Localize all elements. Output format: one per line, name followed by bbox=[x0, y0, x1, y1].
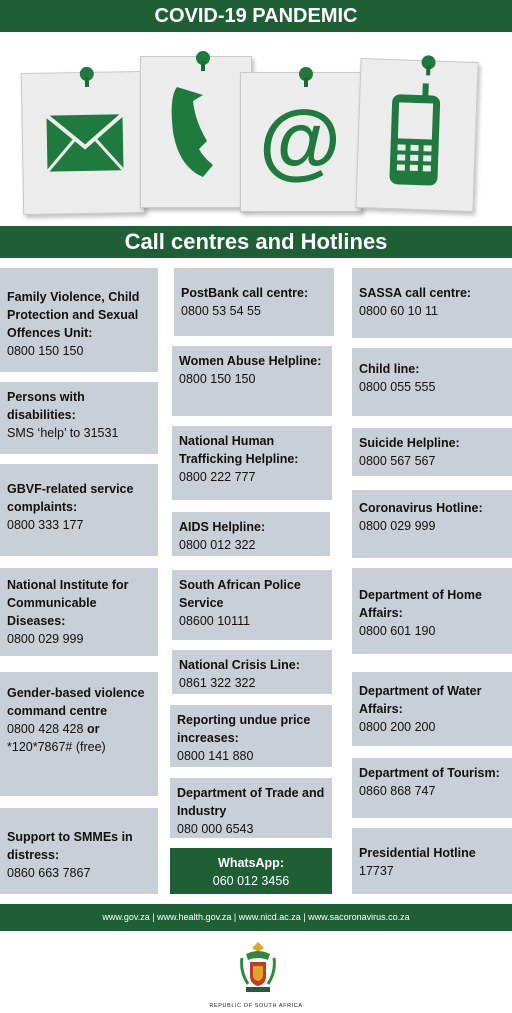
whatsapp-card bbox=[170, 848, 332, 894]
contact-number: 0860 868 747 bbox=[359, 784, 436, 798]
contact-label: Department of Trade and Industry bbox=[177, 786, 325, 818]
contact-number: 0800 029 999 bbox=[359, 519, 436, 533]
phone-note bbox=[140, 56, 252, 208]
contact-card bbox=[172, 426, 332, 500]
contact-card bbox=[172, 570, 332, 640]
contact-card bbox=[170, 705, 332, 767]
contact-label: Department of Tourism: bbox=[359, 766, 500, 780]
contact-label: Support to SMMEs in distress: bbox=[7, 830, 133, 862]
contact-number: 0861 322 322 bbox=[179, 676, 256, 690]
contact-icons-banner bbox=[0, 32, 512, 226]
contact-label: Suicide Helpline: bbox=[359, 436, 460, 450]
contact-label: SASSA call centre: bbox=[359, 286, 472, 300]
contact-label: Child line: bbox=[359, 362, 420, 376]
page-header: COVID-19 PANDEMIC bbox=[0, 0, 512, 32]
contact-card bbox=[170, 778, 332, 838]
contact-label: GBVF-related service complaints: bbox=[7, 482, 134, 514]
pin-icon bbox=[421, 55, 435, 69]
contact-label: PostBank call centre: bbox=[181, 286, 309, 300]
contact-card bbox=[0, 568, 158, 656]
pin-icon bbox=[80, 67, 94, 81]
contact-card bbox=[352, 568, 512, 654]
contact-label: Coronavirus Hotline: bbox=[359, 501, 483, 515]
contact-number: SMS ‘help’ to 31531 bbox=[7, 426, 119, 440]
contact-number: 060 012 3456 bbox=[212, 874, 290, 888]
contact-number: 08600 10111 bbox=[179, 614, 251, 628]
contact-card bbox=[0, 808, 158, 894]
contact-label: National Institute for Communicable Diseases: bbox=[7, 578, 129, 628]
contact-number: 0800 150 150 bbox=[179, 372, 256, 386]
contact-number: 0800 012 322 bbox=[179, 538, 256, 552]
contact-label: National Human Trafficking Helpline: bbox=[179, 434, 299, 466]
contact-card bbox=[172, 346, 332, 416]
contact-number: 0860 663 7867 bbox=[7, 866, 91, 880]
contact-number: 0800 150 150 bbox=[7, 344, 84, 358]
contact-card bbox=[0, 382, 158, 454]
contact-number: 0800 055 555 bbox=[359, 380, 436, 394]
contact-card bbox=[352, 672, 512, 746]
contact-number: 0800 428 428 or bbox=[7, 722, 100, 736]
section-title: Call centres and Hotlines bbox=[0, 226, 512, 258]
contact-label: AIDS Helpline: bbox=[179, 520, 266, 534]
contact-number: 0800 200 200 bbox=[359, 720, 436, 734]
contact-label: National Crisis Line: bbox=[179, 658, 300, 672]
envelope-icon bbox=[44, 112, 125, 173]
contact-label: Presidential Hotline bbox=[359, 846, 476, 860]
contact-card bbox=[352, 490, 512, 558]
phone-icon bbox=[167, 82, 227, 182]
contact-card bbox=[352, 758, 512, 818]
contact-number: 0800 141 880 bbox=[177, 749, 254, 763]
contact-number: 17737 bbox=[359, 864, 394, 878]
contact-number: 080 000 6543 bbox=[177, 822, 254, 836]
footer-links: www.gov.za | www.health.gov.za | www.nicd.ac.za | www.sacoronavirus.co.za bbox=[0, 904, 512, 931]
contact-number: 0800 53 54 55 bbox=[181, 304, 261, 318]
contact-label: Women Abuse Helpline: bbox=[179, 354, 322, 368]
contact-card bbox=[352, 268, 512, 338]
contact-number: 0800 333 177 bbox=[7, 518, 84, 532]
envelope-note bbox=[21, 71, 145, 215]
contact-number: 0800 222 777 bbox=[179, 470, 256, 484]
contact-card bbox=[0, 268, 158, 372]
contact-label: Reporting undue price increases: bbox=[177, 713, 311, 745]
contact-number: 0800 567 567 bbox=[359, 454, 436, 468]
contact-label: Department of Water Affairs: bbox=[359, 684, 482, 716]
contact-card bbox=[352, 428, 512, 476]
contact-card bbox=[174, 268, 334, 336]
contact-label: South African Police Service bbox=[179, 578, 301, 610]
contact-number: 0800 60 10 11 bbox=[359, 304, 439, 318]
contact-card bbox=[0, 672, 158, 796]
contact-card bbox=[352, 348, 512, 416]
pin-icon bbox=[299, 67, 313, 81]
at-sign-note bbox=[240, 72, 362, 212]
mobile-note bbox=[355, 58, 478, 212]
contact-number: 0800 029 999 bbox=[7, 632, 84, 646]
mobile-phone-icon bbox=[385, 82, 445, 188]
contact-card bbox=[172, 650, 332, 694]
contact-label: WhatsApp: bbox=[218, 856, 284, 870]
contact-number: 0800 601 190 bbox=[359, 624, 436, 638]
pin-icon bbox=[196, 51, 210, 65]
contact-label: Persons with disabilities: bbox=[7, 390, 85, 422]
contact-label: Family Violence, Child Protection and Sexual Offences Unit: bbox=[7, 290, 140, 340]
contact-label: Gender-based violence command centre bbox=[7, 686, 145, 718]
republic-caption: REPUBLIC OF SOUTH AFRICA bbox=[209, 1003, 303, 1009]
contact-number-alt: *120*7867# (free) bbox=[7, 740, 106, 754]
contact-card bbox=[0, 464, 158, 556]
contact-card bbox=[352, 828, 512, 894]
at-sign-icon: @ bbox=[259, 93, 341, 187]
contact-card bbox=[172, 512, 330, 556]
contact-label: Department of Home Affairs: bbox=[359, 588, 482, 620]
coat-of-arms-icon bbox=[238, 940, 278, 995]
